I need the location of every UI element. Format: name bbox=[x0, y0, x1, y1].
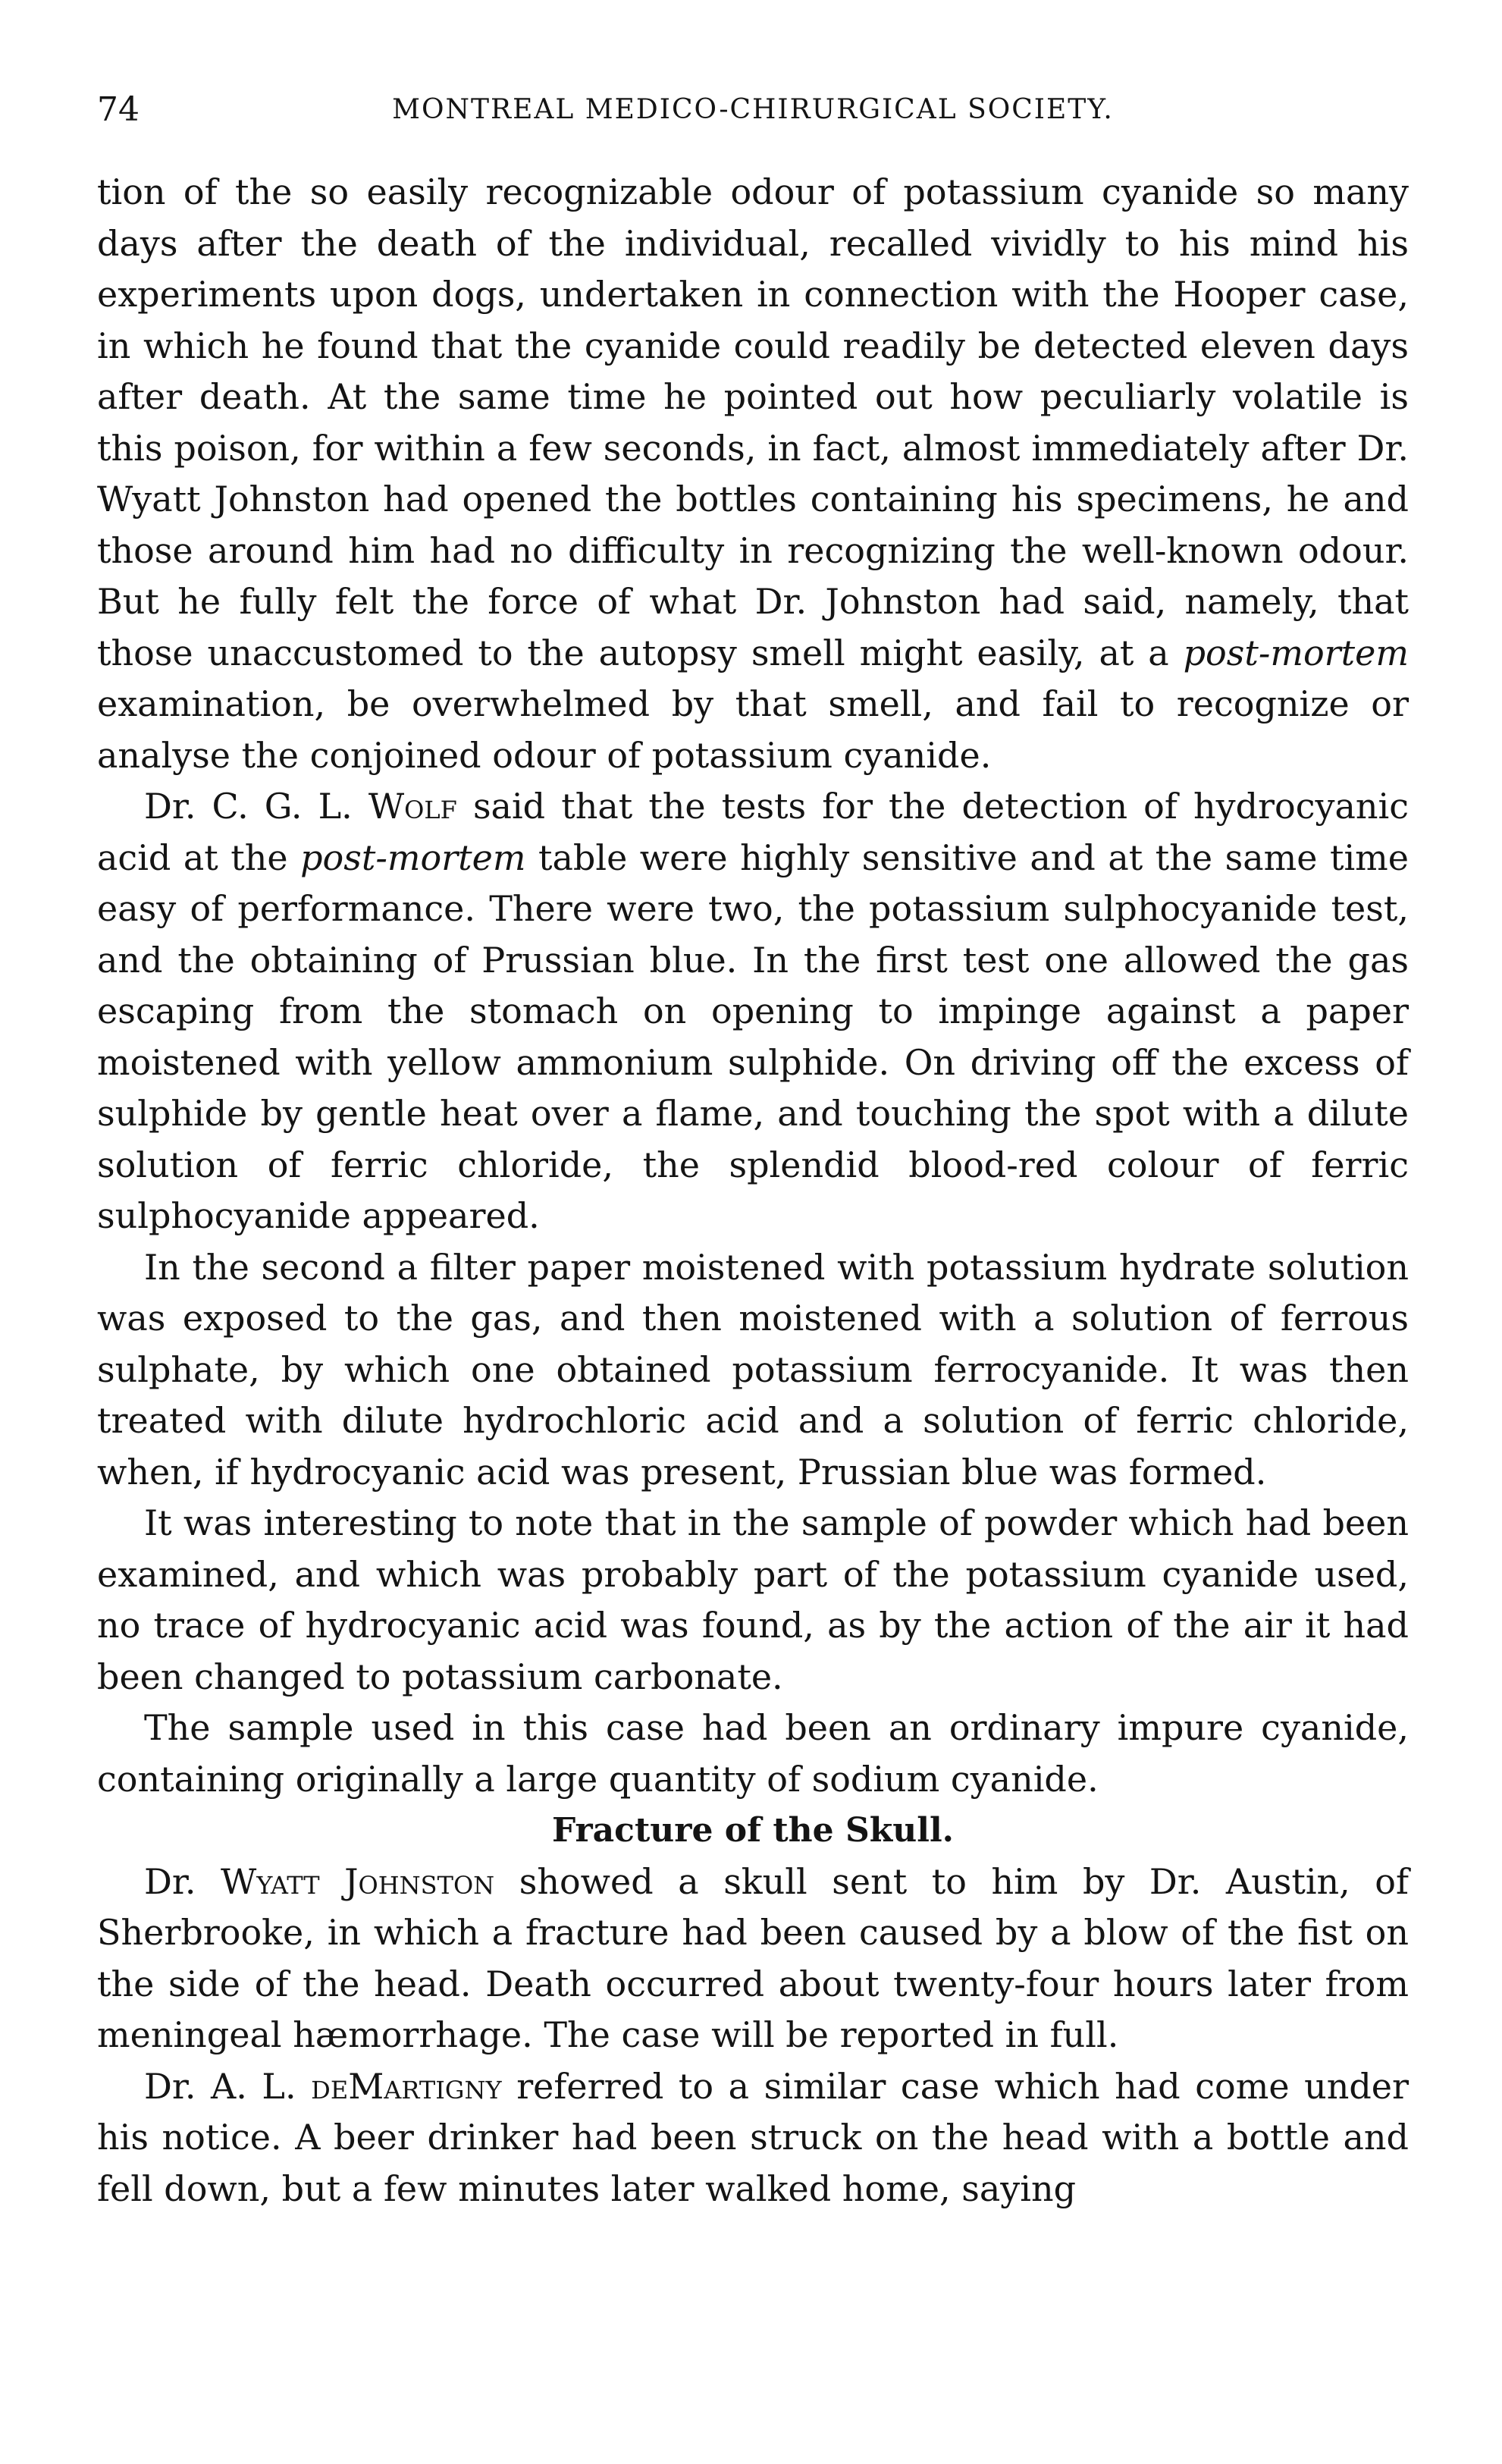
page-header bbox=[97, 83, 1409, 137]
italic-term: post-mortem bbox=[1183, 632, 1409, 673]
speaker-title: Dr. bbox=[144, 1860, 196, 1902]
speaker-title: Dr. C. G. L. bbox=[144, 786, 353, 827]
paragraph-sample-powder: It was interesting to note that in the sample of powder which had been examined, and which was probably part of the potassium cyanide used, no trace of hydrocyanic acid was found, as by the action of the air it had been changed to potassium carbonate. bbox=[97, 1502, 1409, 1697]
paragraph-wolf bbox=[97, 781, 1409, 1242]
italic-term: post-mortem bbox=[300, 837, 526, 878]
paragraph-text: tion of the so easily recognizable odour of potassium cyanide so many days after the death of the individual, recalled vividly to his mind his experiments upon dogs, undertaken in connection with the Hooper case, in which he found that the cyanide could readily be detected eleven days after death. At the same time he pointed out how peculiarly volatile is this poison, for within a few seconds, in fact, almost immediately after Dr. Wyatt Johnston had opened the bottles containing his specimens, he and those around him had no difficulty in recognizing the well-known odour. But he fully felt the force of what Dr. Johnston had said, namely, that those unaccustomed to the autopsy smell might easily, at a bbox=[97, 171, 1409, 673]
running-title: MONTREAL MEDICO-CHIRURGICAL SOCIETY. bbox=[392, 94, 1114, 125]
paragraph-sample-used: The sample used in this case had been an ordinary impure cyanide, containing originally a large quantity of sodium cyanide. bbox=[97, 1707, 1409, 1800]
speaker-name: Wyatt Johnston bbox=[221, 1860, 495, 1902]
paragraph-demartigny bbox=[97, 2061, 1409, 2215]
body-text bbox=[97, 167, 1409, 2214]
speaker-name: Wolf bbox=[368, 786, 457, 827]
paragraph-johnston bbox=[97, 1857, 1409, 2061]
speaker-title: Dr. A. L. bbox=[144, 2065, 296, 2107]
paragraph-text: examination, be overwhelmed by that smell, and fail to recognize or analyse the conjoined odour of potassium cyanide. bbox=[97, 683, 1409, 776]
document-page bbox=[97, 83, 1409, 2214]
paragraph-text: said that the tests for the detection of hydrocyanic acid at the bbox=[97, 786, 1409, 878]
paragraph-second-test: In the second a filter paper moistened with potassium hydrate solution was exposed to the gas, and then moistened with a solution of ferrous sulphate, by which one obtained potassium ferrocyanide. It was then treated with dilute hydrochloric acid and a solution of ferric chloride, when, if hydrocyanic acid was present, Prussian blue was formed. bbox=[97, 1246, 1409, 1493]
speaker-name: deMartigny bbox=[311, 2065, 502, 2107]
paragraph-text: table were highly sensitive and at the same time easy of performance. There were two, the potassium sulphocyanide test, and the obtaining of Prussian blue. In the first test one allowed the gas escaping from the stomach on opening to impinge against a paper moistened with yellow ammonium sulphide. On driving off the excess of sulphide by gentle heat over a flame, and touching the spot with a dilute solution of ferric chloride, the splendid blood-red colour of ferric sulphocyanide appeared. bbox=[97, 837, 1409, 1236]
paragraph-continuation bbox=[97, 167, 1409, 781]
section-heading: Fracture of the Skull. bbox=[552, 1811, 954, 1850]
paragraph-text: showed a skull sent to him by Dr. Austin, of Sherbrooke, in which a fracture had been caused by a blow of the fist on the side of the head. Death occurred about twenty-four hours later from meningeal hæmorrhage. The case will be reported in full. bbox=[97, 1860, 1409, 2055]
paragraph-text: referred to a similar case which had come under his notice. A beer drinker had been struck on the head with a bottle and fell down, but a few minutes later walked home, saying bbox=[97, 2065, 1409, 2209]
page-number: 74 bbox=[97, 90, 140, 129]
